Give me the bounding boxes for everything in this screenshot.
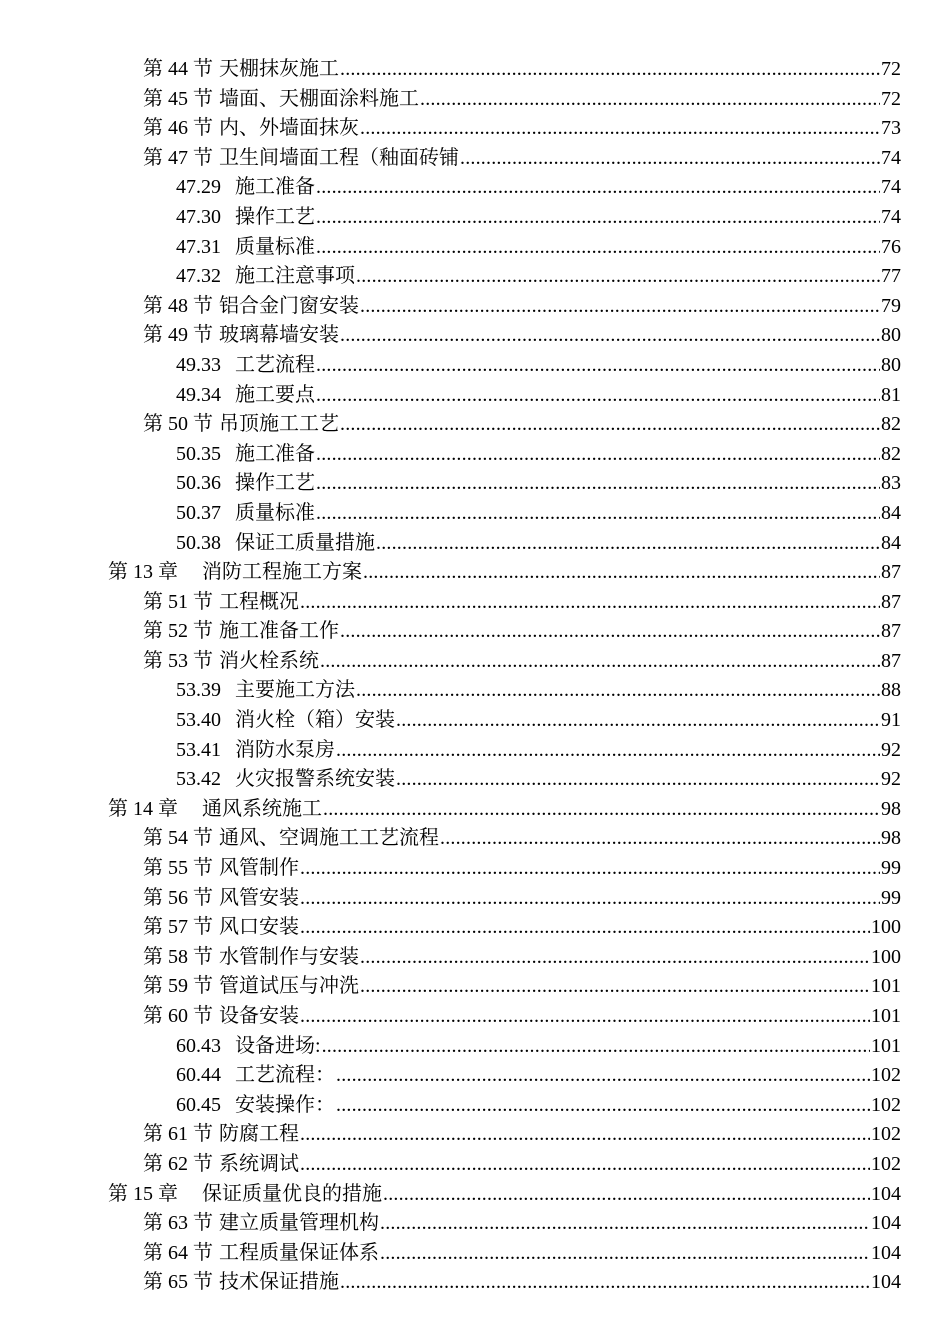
toc-page-number: 83: [881, 472, 901, 495]
toc-entry-title: 建立质量管理机构: [219, 1212, 379, 1235]
toc-entry-sub[interactable]: [0, 1091, 901, 1121]
toc-page-number: 100: [871, 945, 901, 968]
toc-entry-text: [143, 617, 339, 647]
toc-entry-text: [176, 233, 315, 263]
toc-entry-number: 第 55 节: [143, 857, 213, 880]
toc-entry-section[interactable]: [0, 85, 901, 115]
toc-entry-number: 第 45 节: [143, 87, 213, 110]
toc-entry-text: [108, 1180, 382, 1210]
toc-entry-title: 工程概况: [219, 590, 299, 613]
toc-entry-text: [143, 1239, 379, 1269]
toc-entry-text: [143, 1002, 299, 1032]
toc-page-number: 82: [881, 413, 901, 436]
toc-page-number: 98: [881, 797, 901, 820]
toc-entry-section[interactable]: [0, 114, 901, 144]
toc-entry-title: 安装操作：: [235, 1093, 335, 1116]
toc-entry-text: [143, 292, 359, 322]
toc-entry-section[interactable]: [0, 1209, 901, 1239]
toc-entry-title: 水管制作与安装: [219, 945, 359, 968]
dot-leader: [340, 410, 880, 440]
dot-leader: [336, 1091, 870, 1121]
toc-entry-number: 第 49 节: [143, 324, 213, 347]
toc-entry-number: 第 56 节: [143, 886, 213, 909]
toc-entry-text: [108, 558, 362, 588]
toc-entry-title: 设备进场:: [235, 1034, 321, 1057]
toc-entry-sub[interactable]: [0, 765, 901, 795]
toc-entry-number: 第 58 节: [143, 945, 213, 968]
toc-page-number: 79: [881, 294, 901, 317]
toc-page-number: 92: [881, 768, 901, 791]
toc-entry-number: 49.34: [176, 383, 221, 406]
toc-entry-text: [108, 795, 322, 825]
toc-entry-title: 天棚抹灰施工: [219, 58, 339, 80]
toc-page-number: 81: [881, 383, 901, 406]
dot-leader: [340, 55, 880, 85]
toc-entry-number: 第 59 节: [143, 975, 213, 998]
toc-entry-sub[interactable]: [0, 233, 901, 263]
toc-entry-title: 通风、空调施工工艺流程: [219, 827, 439, 850]
toc-page-number: 99: [881, 886, 901, 909]
toc-entry-title: 吊顶施工工艺: [219, 413, 339, 436]
toc-entry-text: [143, 55, 339, 85]
toc-entry-number: 第 60 节: [143, 1005, 213, 1027]
toc-entry-title: 风口安装: [219, 916, 299, 939]
toc-page-number: 76: [881, 235, 901, 258]
toc-entry-title: 工艺流程：: [235, 1064, 335, 1087]
toc-entry-sub[interactable]: [0, 262, 901, 292]
toc-entry-title: 工程质量保证体系: [219, 1241, 379, 1264]
toc-entry-title: 卫生间墙面工程（釉面砖铺: [219, 146, 459, 169]
toc-page-number: 77: [881, 265, 901, 288]
dot-leader: [356, 676, 880, 706]
toc-entry-number: 第 50 节: [143, 413, 213, 436]
toc-entry-text: [143, 410, 339, 440]
dot-leader: [376, 529, 880, 559]
table-of-contents: [0, 55, 950, 1298]
toc-entry-number: 47.31: [176, 235, 221, 258]
toc-entry-text: [143, 1209, 379, 1239]
dot-leader: [316, 469, 880, 499]
dot-leader: [383, 1180, 870, 1210]
dot-leader: [323, 795, 880, 825]
toc-entry-title: 风管制作: [219, 857, 299, 880]
toc-entry-number: 第 46 节: [143, 117, 213, 140]
dot-leader: [316, 499, 880, 529]
toc-page-number: 87: [881, 649, 901, 672]
toc-page-number: 102: [871, 1064, 901, 1087]
toc-entry-number: 第 13 章: [108, 561, 178, 584]
toc-entry-title: 技术保证措施: [219, 1271, 339, 1294]
toc-entry-number: 53.42: [176, 768, 221, 791]
toc-entry-section[interactable]: [0, 854, 901, 884]
toc-entry-title: 主要施工方法: [235, 679, 355, 702]
dot-leader: [316, 351, 880, 381]
toc-entry-chapter[interactable]: [0, 795, 901, 825]
toc-page-number: 84: [881, 531, 901, 554]
toc-page-number: 74: [881, 176, 901, 199]
toc-entry-text: [143, 1120, 299, 1150]
toc-entry-number: 第 48 节: [143, 294, 213, 317]
toc-entry-title: 墙面、天棚面涂料施工: [219, 87, 419, 110]
toc-page-number: 87: [881, 561, 901, 584]
dot-leader: [316, 173, 880, 203]
toc-entry-title: 消火栓系统: [219, 649, 319, 672]
dot-leader: [363, 558, 880, 588]
toc-entry-sub[interactable]: [0, 351, 901, 381]
toc-entry-number: 第 64 节: [143, 1241, 213, 1264]
toc-entry-section[interactable]: [0, 617, 901, 647]
toc-entry-sub[interactable]: [0, 676, 901, 706]
toc-page-number: 88: [881, 679, 901, 702]
toc-entry-sub[interactable]: [0, 203, 901, 233]
toc-entry-text: [176, 765, 395, 795]
toc-page-number: 101: [871, 975, 901, 998]
toc-entry-title: 火灾报警系统安装: [235, 768, 395, 791]
toc-entry-number: 第 15 章: [108, 1182, 178, 1205]
dot-leader: [320, 647, 880, 677]
toc-page-number: 98: [881, 827, 901, 850]
toc-entry-text: [143, 1150, 299, 1180]
toc-entry-section[interactable]: [0, 1002, 901, 1032]
toc-entry-text: [176, 1091, 335, 1121]
toc-entry-number: 50.35: [176, 442, 221, 465]
toc-entry-sub[interactable]: [0, 381, 901, 411]
dot-leader: [336, 1061, 870, 1091]
toc-entry-text: [176, 351, 315, 381]
toc-entry-title: 内、外墙面抹灰: [219, 117, 359, 140]
toc-entry-text: [143, 884, 299, 914]
toc-entry-number: 60.43: [176, 1034, 221, 1057]
dot-leader: [316, 203, 880, 233]
toc-entry-text: [143, 144, 459, 174]
toc-entry-number: 47.30: [176, 205, 221, 228]
toc-entry-text: [143, 854, 299, 884]
toc-entry-text: [176, 262, 355, 292]
toc-entry-section[interactable]: [0, 943, 901, 973]
toc-entry-section[interactable]: [0, 1239, 901, 1269]
toc-entry-section[interactable]: [0, 321, 901, 351]
toc-page-number: 104: [871, 1241, 901, 1264]
toc-entry-text: [143, 321, 339, 351]
toc-page-number: 74: [881, 146, 901, 169]
toc-entry-number: 第 62 节: [143, 1152, 213, 1175]
toc-entry-text: [176, 173, 315, 203]
toc-entry-text: [176, 499, 315, 529]
toc-page-number: 104: [871, 1271, 901, 1294]
toc-entry-chapter[interactable]: [0, 558, 901, 588]
toc-entry-sub[interactable]: [0, 736, 901, 766]
toc-entry-text: [143, 1268, 339, 1298]
toc-page-number: 80: [881, 353, 901, 376]
toc-entry-title: 施工注意事项: [235, 265, 355, 288]
toc-entry-number: 60.44: [176, 1064, 221, 1087]
toc-page-number: 72: [881, 87, 901, 110]
toc-entry-title: 保证质量优良的措施: [202, 1182, 382, 1205]
dot-leader: [360, 972, 870, 1002]
toc-entry-title: 质量标准: [235, 501, 315, 524]
toc-entry-title: 操作工艺: [235, 205, 315, 228]
toc-page-number: 91: [881, 709, 901, 732]
toc-entry-title: 消火栓（箱）安装: [235, 709, 395, 732]
toc-entry-section[interactable]: [0, 1268, 901, 1298]
dot-leader: [316, 440, 880, 470]
toc-page-number: 100: [871, 916, 901, 939]
dot-leader: [356, 262, 880, 292]
dot-leader: [340, 321, 880, 351]
toc-entry-section[interactable]: [0, 972, 901, 1002]
dot-leader: [460, 144, 880, 174]
toc-entry-text: [143, 85, 419, 115]
toc-page-number: 101: [871, 1034, 901, 1057]
toc-entry-text: [143, 647, 319, 677]
toc-entry-sub[interactable]: [0, 499, 901, 529]
toc-entry-number: 53.39: [176, 679, 221, 702]
dot-leader: [340, 617, 880, 647]
dot-leader: [360, 943, 870, 973]
toc-entry-number: 50.36: [176, 472, 221, 495]
toc-entry-text: [176, 469, 315, 499]
toc-page-number: 80: [881, 324, 901, 347]
toc-entry-sub[interactable]: [0, 173, 901, 203]
dot-leader: [300, 1120, 870, 1150]
toc-page-number: 82: [881, 442, 901, 465]
toc-entry-section[interactable]: [0, 1150, 901, 1180]
dot-leader: [396, 765, 880, 795]
dot-leader: [300, 913, 870, 943]
toc-page-number: 104: [871, 1182, 901, 1205]
toc-entry-title: 工艺流程: [235, 353, 315, 376]
toc-entry-number: 第 54 节: [143, 827, 213, 850]
toc-entry-section[interactable]: [0, 144, 901, 174]
toc-page-number: 84: [881, 501, 901, 524]
toc-entry-section[interactable]: [0, 1120, 901, 1150]
toc-entry-text: [143, 913, 299, 943]
toc-entry-text: [143, 943, 359, 973]
toc-entry-sub[interactable]: [0, 440, 901, 470]
dot-leader: [300, 1150, 870, 1180]
toc-entry-title: 管道试压与冲洗: [219, 975, 359, 998]
toc-entry-section[interactable]: [0, 647, 901, 677]
toc-page-number: 104: [871, 1212, 901, 1235]
dot-leader: [360, 114, 880, 144]
toc-entry-number: 53.41: [176, 738, 221, 761]
toc-entry-section[interactable]: [0, 410, 901, 440]
toc-entry-title: 操作工艺: [235, 472, 315, 495]
toc-entry-text: [143, 114, 359, 144]
toc-page-number: 99: [881, 857, 901, 880]
dot-leader: [340, 1268, 870, 1298]
toc-entry-title: 铝合金门窗安装: [219, 294, 359, 317]
toc-entry-number: 60.45: [176, 1093, 221, 1116]
toc-entry-text: [176, 529, 375, 559]
toc-entry-number: 第 63 节: [143, 1212, 213, 1235]
dot-leader: [336, 736, 880, 766]
toc-page-number: 87: [881, 620, 901, 643]
toc-entry-section[interactable]: [0, 884, 901, 914]
dot-leader: [420, 85, 880, 115]
toc-entry-number: 第 51 节: [143, 590, 213, 613]
toc-page-number: 87: [881, 590, 901, 613]
toc-entry-sub[interactable]: [0, 706, 901, 736]
toc-entry-number: 50.38: [176, 531, 221, 554]
toc-entry-text: [176, 1032, 321, 1062]
dot-leader: [300, 854, 880, 884]
dot-leader: [300, 884, 880, 914]
toc-page-number: 102: [871, 1123, 901, 1146]
toc-entry-title: 消防水泵房: [235, 738, 335, 761]
dot-leader: [300, 588, 880, 618]
toc-entry-title: 通风系统施工: [202, 797, 322, 820]
toc-entry-text: [176, 440, 315, 470]
toc-entry-text: [143, 588, 299, 618]
toc-entry-number: 第 53 节: [143, 649, 213, 672]
toc-entry-text: [176, 1061, 335, 1091]
toc-entry-title: 质量标准: [235, 235, 315, 258]
toc-entry-section[interactable]: [0, 588, 901, 618]
toc-entry-title: 施工准备: [235, 176, 315, 199]
toc-entry-title: 系统调试: [219, 1152, 299, 1175]
toc-entry-text: [143, 824, 439, 854]
toc-entry-title: 施工准备工作: [219, 620, 339, 643]
toc-entry-chapter[interactable]: [0, 1180, 901, 1210]
toc-entry-number: 第 14 章: [108, 797, 178, 820]
toc-entry-text: [176, 381, 315, 411]
toc-page-number: 74: [881, 205, 901, 228]
toc-entry-text: [176, 706, 395, 736]
toc-entry-title: 施工准备: [235, 442, 315, 465]
toc-entry-number: 47.32: [176, 265, 221, 288]
toc-entry-number: 第 44 节: [143, 58, 213, 80]
toc-entry-title: 保证工质量措施: [235, 531, 375, 554]
toc-entry-sub[interactable]: [0, 469, 901, 499]
toc-entry-title: 玻璃幕墙安装: [219, 324, 339, 347]
toc-entry-number: 50.37: [176, 501, 221, 524]
toc-entry-text: [176, 676, 355, 706]
toc-entry-section[interactable]: [0, 824, 901, 854]
toc-page-number: 102: [871, 1093, 901, 1116]
toc-entry-number: 第 61 节: [143, 1123, 213, 1146]
toc-entry-title: 施工要点: [235, 383, 315, 406]
toc-entry-number: 第 52 节: [143, 620, 213, 643]
toc-entry-title: 防腐工程: [219, 1123, 299, 1146]
dot-leader: [440, 824, 880, 854]
dot-leader: [396, 706, 880, 736]
toc-page-number: 101: [871, 1005, 901, 1027]
dot-leader: [322, 1032, 870, 1062]
dot-leader: [380, 1209, 870, 1239]
toc-entry-text: [143, 972, 359, 1002]
toc-entry-title: 设备安装: [219, 1005, 299, 1027]
dot-leader: [360, 292, 880, 322]
dot-leader: [316, 233, 880, 263]
toc-entry-sub[interactable]: [0, 1061, 901, 1091]
toc-entry-sub[interactable]: [0, 1032, 901, 1062]
toc-entry-section[interactable]: [0, 292, 901, 322]
toc-entry-number: 第 57 节: [143, 916, 213, 939]
toc-entry-sub[interactable]: [0, 529, 901, 559]
toc-page-number: 73: [881, 117, 901, 140]
toc-page-number: 92: [881, 738, 901, 761]
toc-entry-section[interactable]: [0, 913, 901, 943]
toc-page-number: 72: [881, 58, 901, 80]
toc-entry-number: 第 47 节: [143, 146, 213, 169]
toc-entry-title: 风管安装: [219, 886, 299, 909]
dot-leader: [316, 381, 880, 411]
dot-leader: [380, 1239, 870, 1269]
toc-entry-text: [176, 736, 335, 766]
toc-entry-number: 49.33: [176, 353, 221, 376]
toc-entry-number: 第 65 节: [143, 1271, 213, 1294]
toc-page-number: 102: [871, 1152, 901, 1175]
toc-entry-title: 消防工程施工方案: [202, 561, 362, 584]
toc-entry-section[interactable]: [0, 55, 901, 85]
dot-leader: [300, 1002, 870, 1032]
toc-entry-number: 53.40: [176, 709, 221, 732]
toc-entry-number: 47.29: [176, 176, 221, 199]
toc-entry-text: [176, 203, 315, 233]
